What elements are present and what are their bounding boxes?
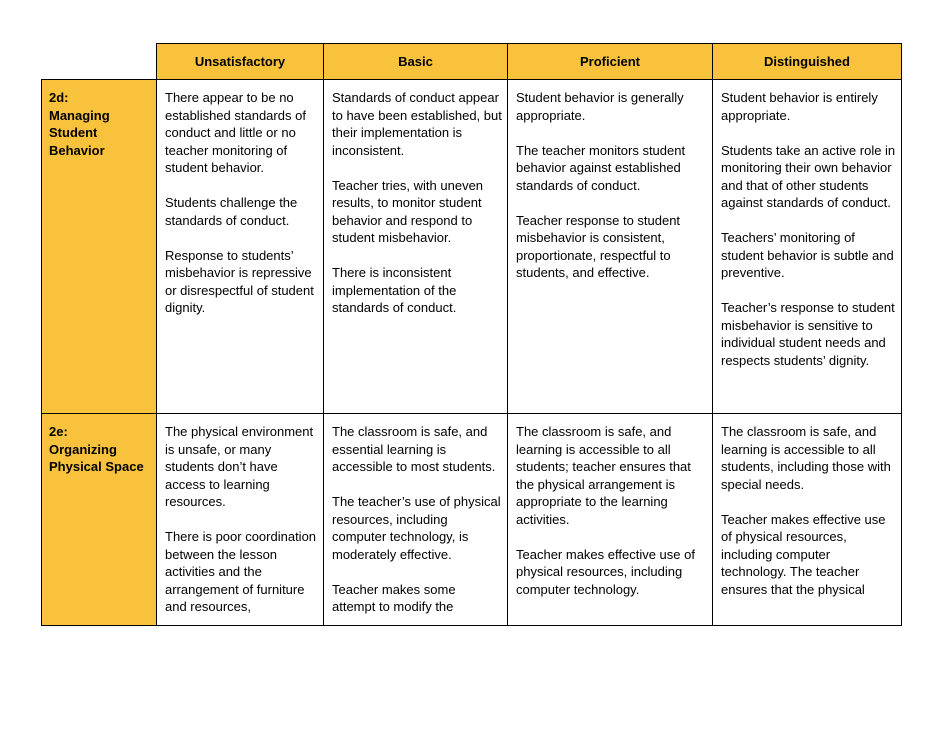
descriptor: The classroom is safe, and essential learning is accessible to most students.: [332, 424, 496, 474]
header-basic: Basic: [324, 44, 508, 80]
descriptor: Teacher makes some attempt to modify the: [332, 581, 456, 614]
descriptor: Teacher makes effective use of physical resources, including computer technology.: [516, 546, 695, 597]
row-title: Organizing Physical Space: [49, 441, 144, 474]
descriptor: Students challenge the standards of conduct.: [165, 195, 298, 228]
cell-2e-basic: [324, 414, 508, 626]
descriptor: Student behavior is generally appropriate.: [516, 90, 684, 123]
row-organizing-physical-space: [42, 414, 902, 626]
cell-2d-proficient: [508, 80, 713, 414]
header-row: [42, 44, 902, 80]
cell-2d-basic: [324, 80, 508, 414]
cell-2e-proficient: [508, 414, 713, 626]
cell-2d-distinguished: [713, 80, 902, 414]
row-header-2e: [42, 414, 157, 626]
descriptor: Teacher response to student misbehavior is consistent, proportionate, respectful to students, and effective.: [516, 212, 681, 280]
row-header-2d: [42, 80, 157, 414]
descriptor: Teacher makes effective use of physical resources, including computer technology. The teacher ensures that the physical: [721, 511, 886, 597]
header-unsatisfactory: Unsatisfactory: [157, 44, 324, 80]
header-distinguished: Distinguished: [713, 44, 902, 80]
cell-2d-unsatisfactory: [157, 80, 324, 414]
descriptor: The classroom is safe, and learning is accessible to all students; teacher ensures that the physical arrangement is appropriate to the learning activities.: [516, 424, 691, 527]
row-title: Managing Student Behavior: [49, 107, 110, 158]
descriptor: Students take an active role in monitoring their own behavior and that of other students against standards of conduct.: [721, 142, 896, 210]
row-code: 2d:: [49, 90, 69, 105]
rubric-table: [41, 43, 902, 626]
descriptor: Response to students’ misbehavior is repressive or disrespectful of student dignity.: [165, 247, 314, 315]
cell-2e-unsatisfactory: [157, 414, 324, 626]
descriptor: Standards of conduct appear to have been established, but their implementation is inconsistent.: [332, 90, 502, 158]
descriptor: The classroom is safe, and learning is accessible to all students, including those with special needs.: [721, 424, 891, 492]
descriptor: Teachers’ monitoring of student behavior is subtle and preventive.: [721, 230, 894, 280]
descriptor: Teacher’s response to student misbehavior is sensitive to individual student needs and respects students’ dignity.: [721, 300, 895, 368]
corner-cell: [42, 44, 157, 80]
descriptor: There appear to be no established standards of conduct and little or no teacher monitoring of student behavior.: [165, 90, 306, 175]
descriptor: The teacher’s use of physical resources, including computer technology, is moderately effective.: [332, 494, 501, 562]
descriptor: There is poor coordination between the lesson activities and the arrangement of furniture and resources,: [165, 529, 317, 614]
descriptor: There is inconsistent implementation of the standards of conduct.: [332, 265, 457, 315]
descriptor: The teacher monitors student behavior against established standards of conduct.: [516, 142, 686, 193]
row-managing-student-behavior: [42, 80, 902, 414]
descriptor: The physical environment is unsafe, or many students don’t have access to learning resources.: [165, 424, 314, 509]
cell-2e-distinguished: [713, 414, 902, 626]
descriptor: Student behavior is entirely appropriate.: [721, 90, 878, 123]
descriptor: Teacher tries, with uneven results, to monitor student behavior and respond to student misbehavior.: [332, 177, 484, 245]
header-proficient: Proficient: [508, 44, 713, 80]
row-code: 2e:: [49, 424, 68, 439]
